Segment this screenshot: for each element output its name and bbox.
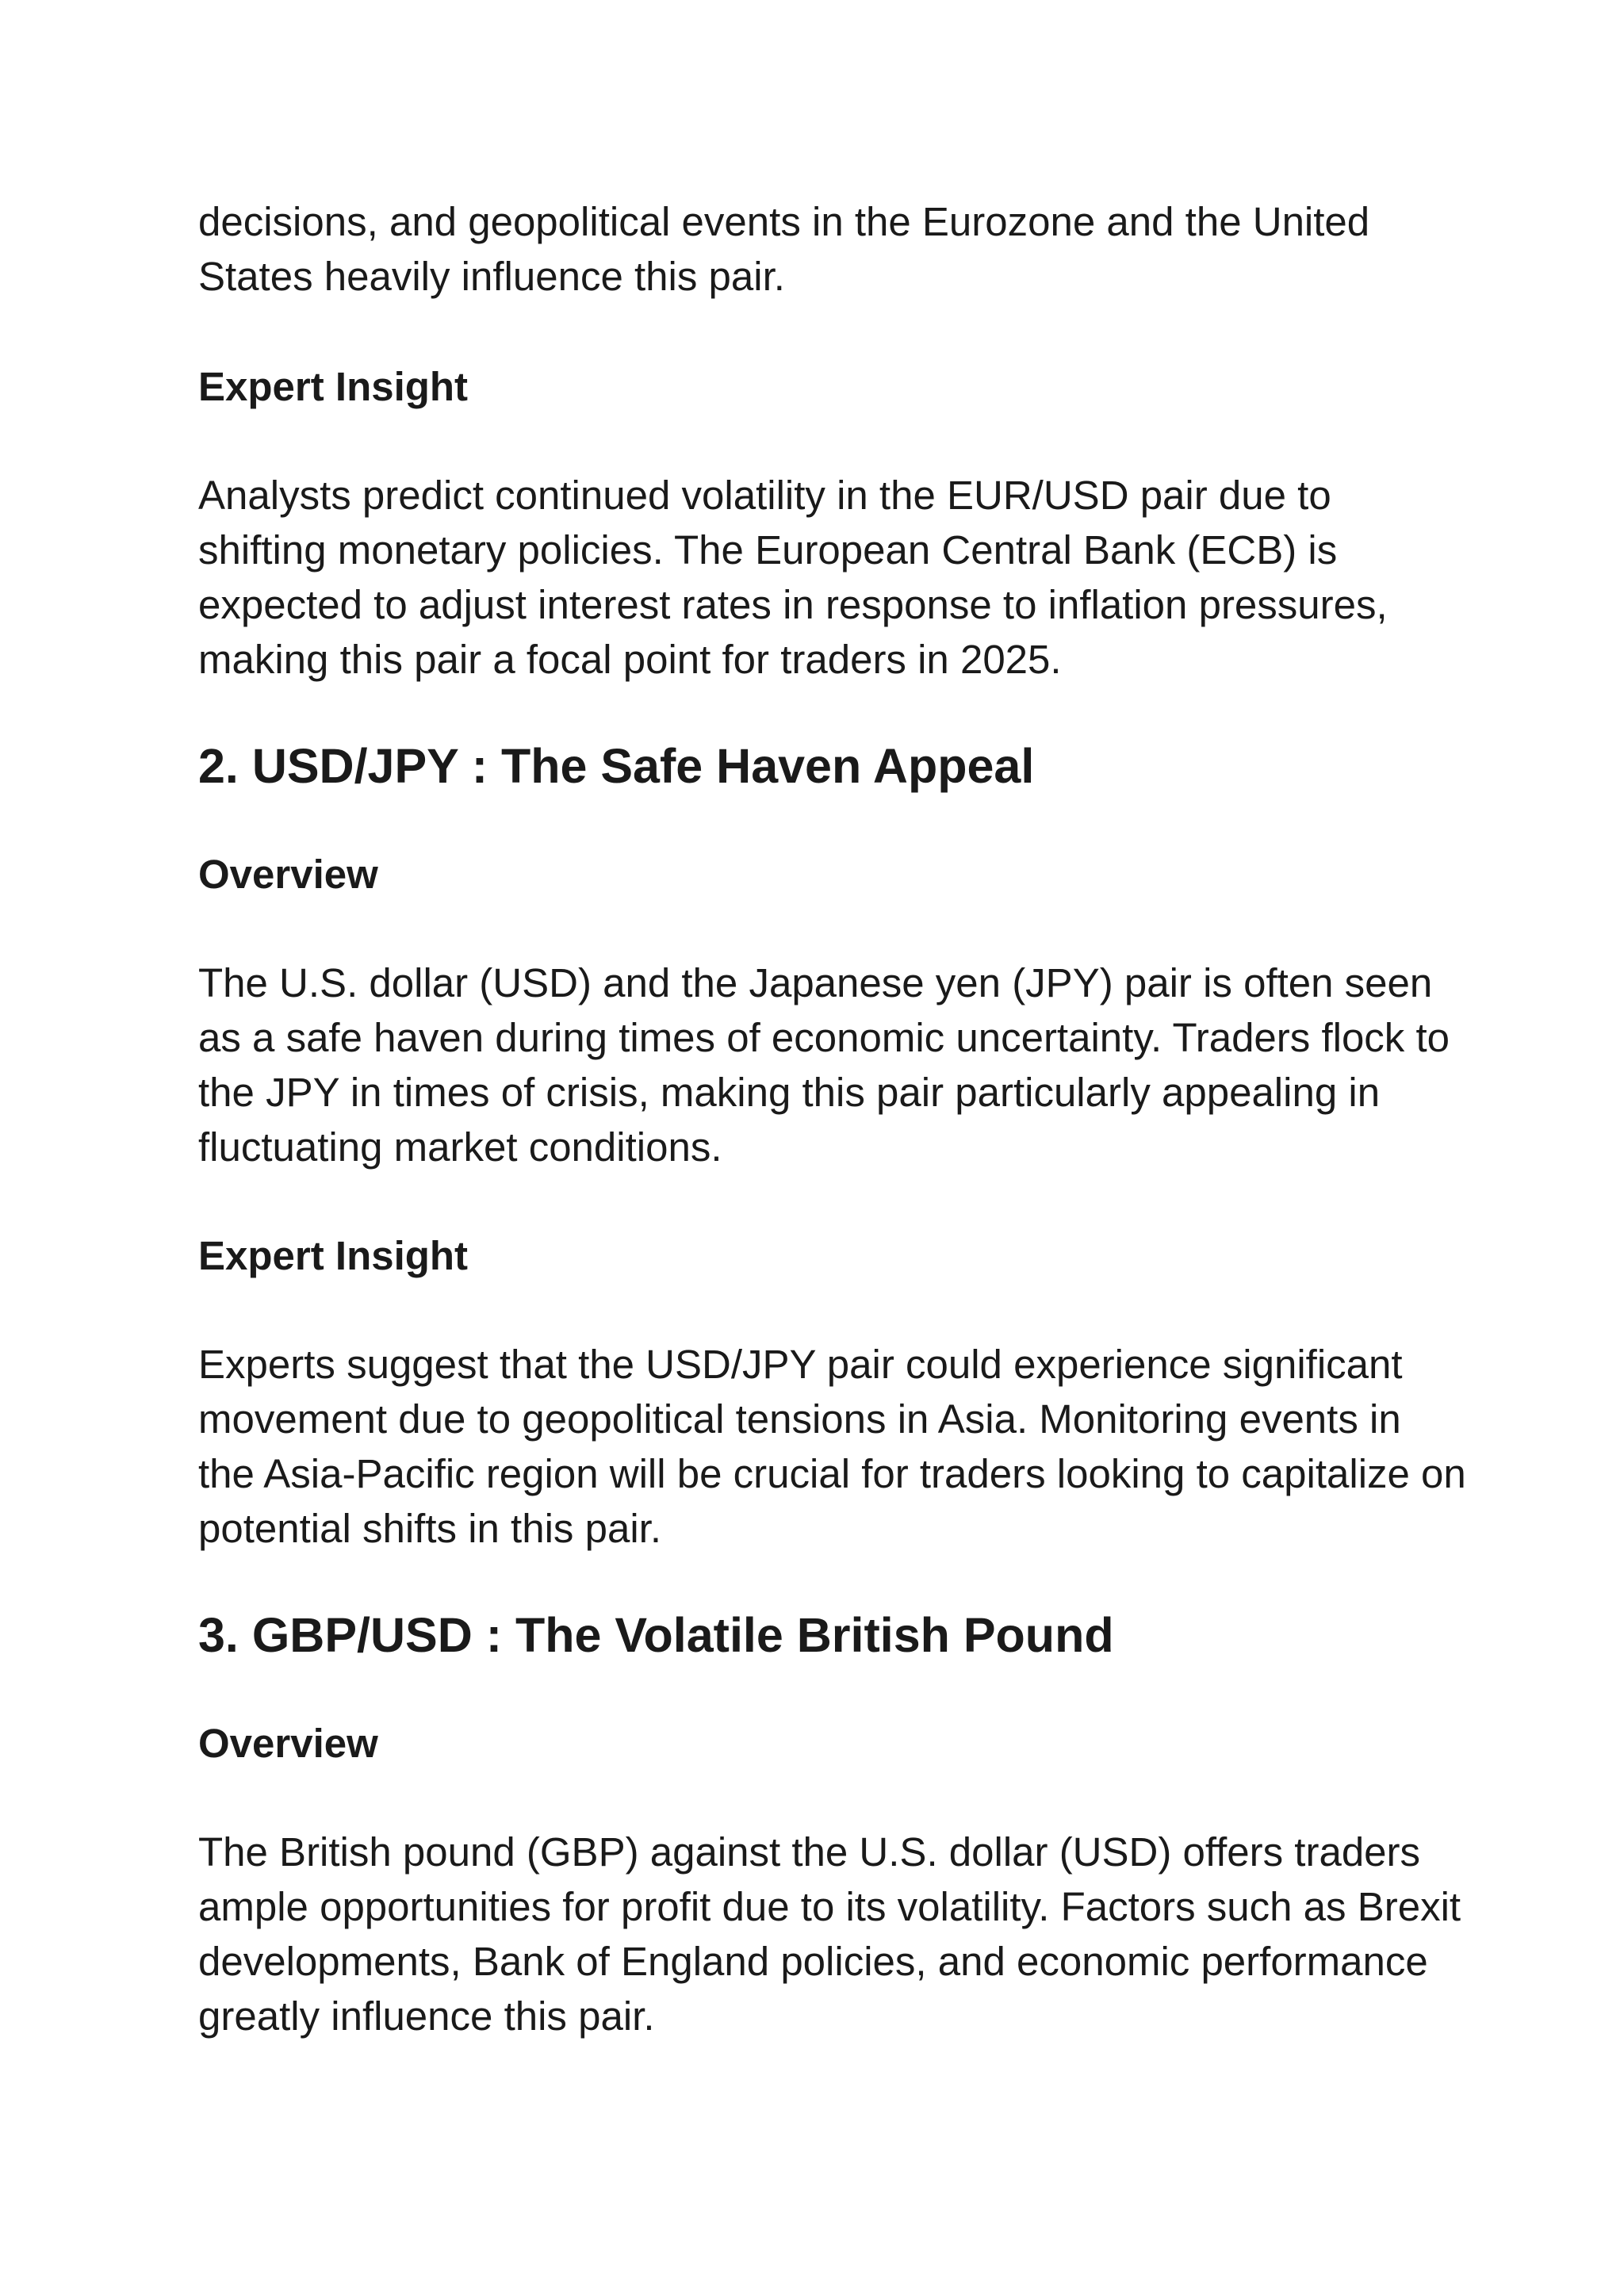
subheading-expert-insight-usdjpy: Expert Insight	[198, 1233, 469, 1278]
subheading-overview-gbpusd: Overview	[198, 1721, 378, 1766]
subheading-overview-usdjpy: Overview	[198, 852, 378, 897]
section-heading-usdjpy: 2. USD/JPY : The Safe Haven Appeal	[198, 739, 1035, 793]
paragraph-eurusd-insight: Analysts predict continued volatility in the EUR/USD pair due to shifting monetary policies. The European Central Bank (ECB) is expected to adjust interest rates in response to inflation pressures, making this pair a focal point for traders in 2025.	[198, 473, 1388, 682]
paragraph-gbpusd-overview: The British pound (GBP) against the U.S. dollar (USD) offers traders ample opportunities for profit due to its volatility. Factors such as Brexit developments, Bank of England policies, and economic performance greatly influence this pair.	[198, 1829, 1461, 2039]
paragraph-eurusd-intro-tail: decisions, and geopolitical events in the Eurozone and the United States heavily influence this pair.	[198, 199, 1370, 299]
section-heading-gbpusd: 3. GBP/USD : The Volatile British Pound	[198, 1608, 1114, 1662]
subheading-expert-insight-eurusd: Expert Insight	[198, 364, 469, 409]
paragraph-usdjpy-insight: Experts suggest that the USD/JPY pair could experience significant movement due to geopolitical tensions in Asia. Monitoring events in the Asia-Pacific region will be crucial for traders looking to capitalize on potential shifts in this pair.	[198, 1342, 1466, 1551]
paragraph-usdjpy-overview: The U.S. dollar (USD) and the Japanese yen (JPY) pair is often seen as a safe haven during times of economic uncertainty. Traders flock to the JPY in times of crisis, making this pair particularly appealing in fluctuating market conditions.	[198, 960, 1450, 1170]
document-page	[198, 194, 1467, 2043]
